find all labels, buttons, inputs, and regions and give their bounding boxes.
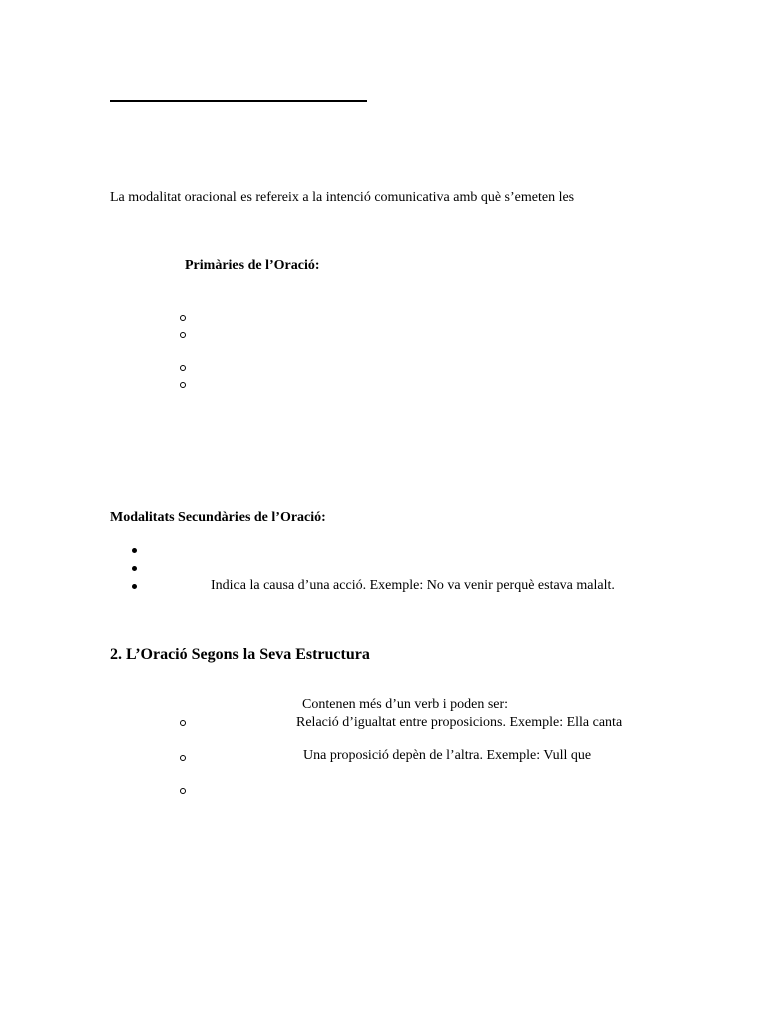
- compound-item-subordinate: Una proposició depèn de l’altra. Exemple: Vull que: [303, 748, 592, 763]
- intro-paragraph: La modalitat oracional es refereix a la intenció comunicativa amb què s’emeten les: [110, 190, 575, 205]
- title-underline: [110, 100, 367, 102]
- section-2-heading: 2. L’Oració Segons la Seva Estructura: [110, 646, 370, 663]
- sublist-bullet-4: [180, 382, 186, 388]
- sublist-bullet-2: [180, 332, 186, 338]
- secondary-item-causal: Indica la causa d’una acció. Exemple: No va venir perquè estava malalt.: [211, 578, 615, 593]
- compound-bullet-2: [180, 755, 186, 761]
- secondary-modalities-heading: Modalitats Secundàries de l’Oració:: [110, 510, 326, 525]
- sublist-bullet-3: [180, 365, 186, 371]
- compound-bullet-1: [180, 720, 186, 726]
- sublist-bullet-1: [180, 315, 186, 321]
- list-bullet-3: [132, 584, 137, 589]
- compound-lead: Contenen més d’un verb i poden ser:: [302, 697, 509, 712]
- primary-modalities-heading: Primàries de l’Oració:: [185, 258, 320, 273]
- list-bullet-2: [132, 566, 137, 571]
- compound-item-coordinate: Relació d’igualtat entre proposicions. Exemple: Ella canta: [296, 715, 623, 730]
- list-bullet-1: [132, 548, 137, 553]
- compound-bullet-3: [180, 788, 186, 794]
